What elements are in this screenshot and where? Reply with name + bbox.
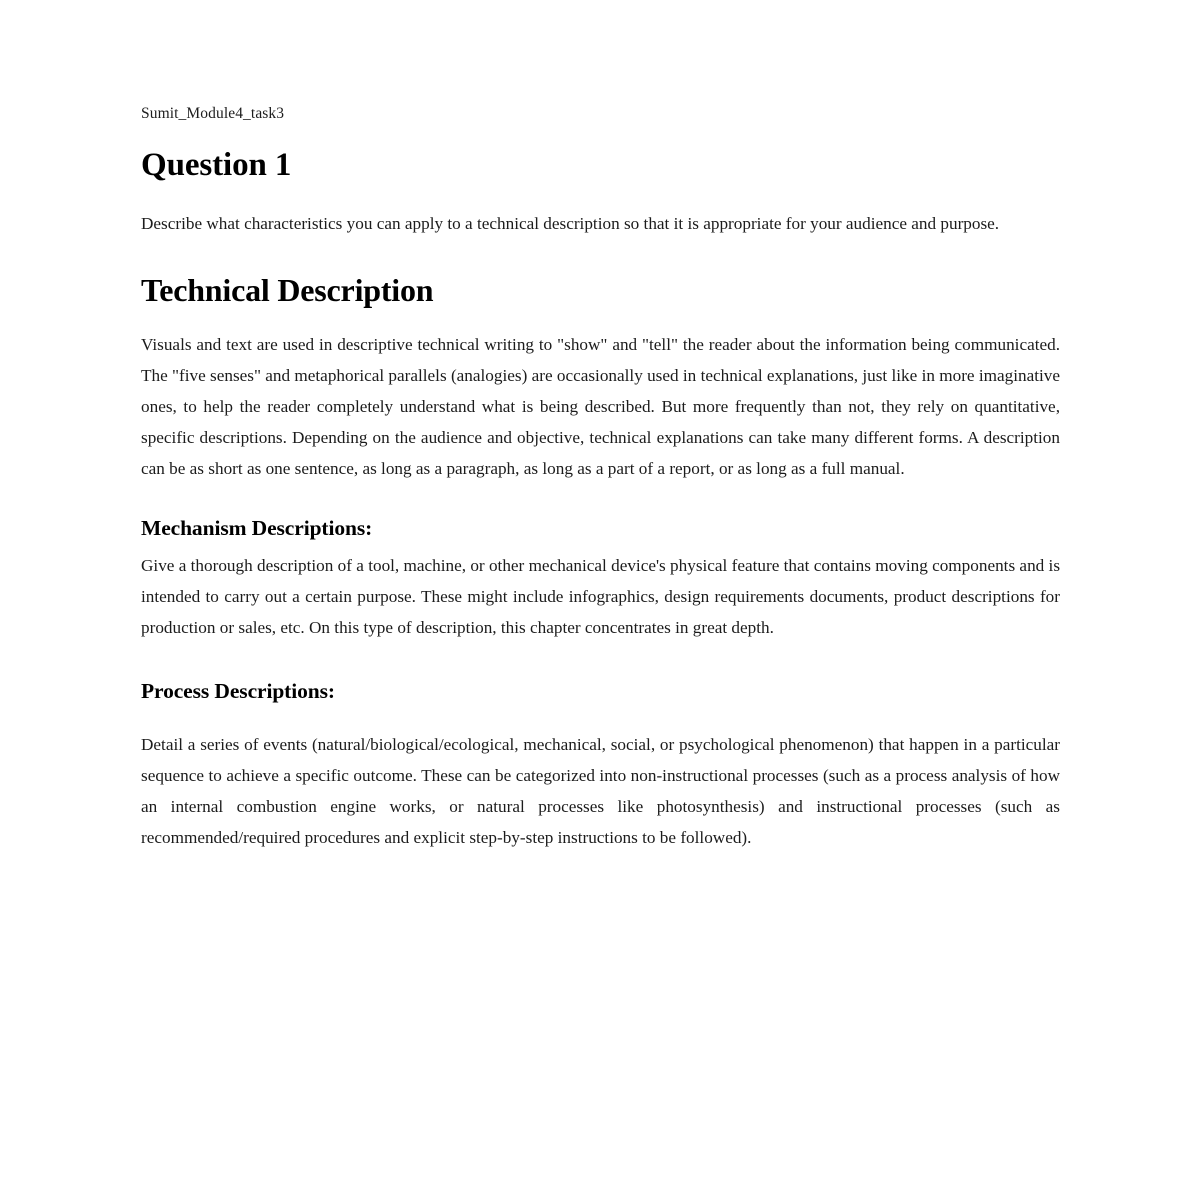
section-body-mechanism-descriptions: Give a thorough description of a tool, machine, or other mechanical device's physical feature that contains moving components and is intended to carry out a certain purpose. These might include infographics, design requirements documents, product descriptions for production or sales, etc. On this type of description, this chapter concentrates in great depth.: [141, 556, 1061, 637]
section-heading-mechanism-descriptions: Mechanism Descriptions:: [141, 516, 373, 540]
question-heading: Question 1: [141, 147, 292, 183]
section-body-process-descriptions: Detail a series of events (natural/biological/ecological, mechanical, social, or psychological phenomenon) that happen in a particular sequence to achieve a specific outcome. These can be categorized into non-instructional processes (such as a process analysis of how an internal combustion engine works, or natural processes like photosynthesis) and instructional processes (such as recommended/required procedures and explicit step-by-step instructions to be followed).: [141, 735, 1060, 847]
question-prompt-text: Describe what characteristics you can apply to a technical description so that it is appropriate for your audience and purpose.: [141, 214, 1000, 233]
document-header-label: Sumit_Module4_task3: [141, 105, 285, 122]
section-body-technical-description: Visuals and text are used in descriptive technical writing to "show" and "tell" the reader about the information being communicated. The "five senses" and metaphorical parallels (analogies) are occasionally used in technical explanations, just like in more imaginative ones, to help the reader completely understand what is being described. But more frequently than not, they rely on quantitative, specific descriptions. Depending on the audience and objective, technical explanations can take many different forms. A description can be as short as one sentence, as long as a paragraph, as long as a part of a report, or as long as a full manual.: [141, 335, 1060, 478]
section-heading-technical-description: Technical Description: [141, 272, 434, 308]
section-heading-process-descriptions: Process Descriptions:: [141, 679, 335, 703]
